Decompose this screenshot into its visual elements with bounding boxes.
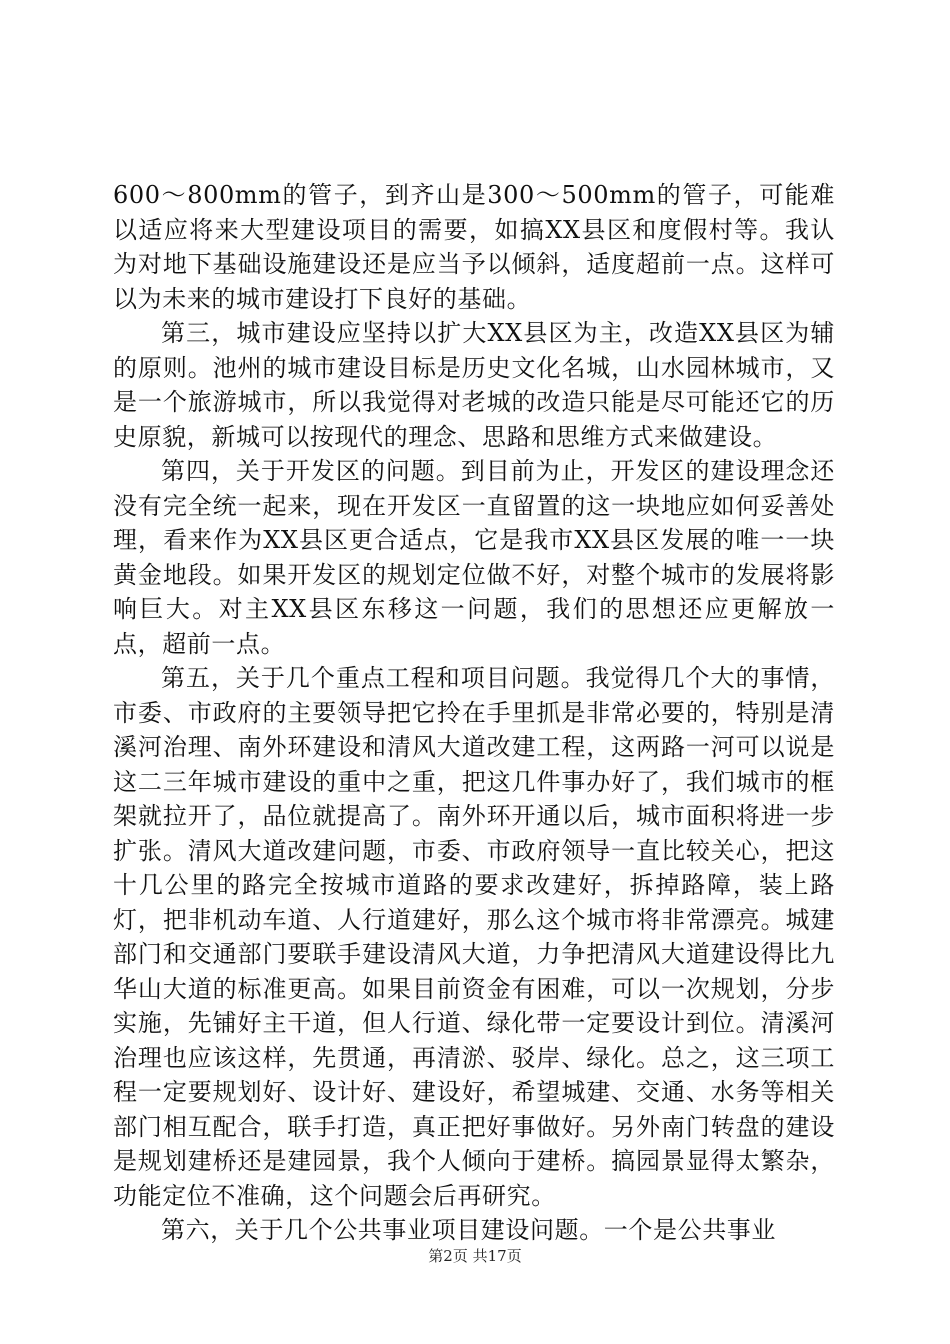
paragraph-3: 第四，关于开发区的问题。到目前为止，开发区的建设理念还没有完全统一起来，现在开发区一直留置的这一块地应如何妥善处理，看来作为XX县区更合适点，它是我市XX县区发展的唯一一块黄金地段。如果开发区的规划定位做不好，对整个城市的发展将影响巨大。对主XX县区东移这一问题，我们的思想还应更解放一点，超前一点。 bbox=[113, 457, 835, 658]
paragraph-1: 600～800mm的管子，到齐山是300～500mm的管子，可能难以适应将来大型建设项目的需要，如搞XX县区和度假村等。我认为对地下基础设施建设还是应当予以倾斜，适度超前一点。这样可以为未来的城市建设打下良好的基础。 bbox=[113, 181, 835, 313]
paragraph-5: 第六，关于几个公共事业项目建设问题。一个是公共事业 bbox=[161, 1216, 776, 1244]
page-footer: 第2页 共17页 bbox=[428, 1247, 522, 1265]
paragraph-2: 第三，城市建设应坚持以扩大XX县区为主，改造XX县区为辅的原则。池州的城市建设目标是历史文化名城，山水园林城市，又是一个旅游城市，所以我觉得对老城的改造只能是尽可能还它的历史原貌，新城可以按现代的理念、思路和思维方式来做建设。 bbox=[113, 319, 835, 451]
paragraph-4: 第五，关于几个重点工程和项目问题。我觉得几个大的事情，市委、市政府的主要领导把它拎在手里抓是非常必要的，特别是清溪河治理、南外环建设和清风大道改建工程，这两路一河可以说是这二三年城市建设的重中之重，把这几件事办好了，我们城市的框架就拉开了，品位就提高了。南外环开通以后，城市面积将进一步扩张。清风大道改建问题，市委、市政府领导一直比较关心，把这十几公里的路完全按城市道路的要求改建好，拆掉路障，装上路灯，把非机动车道、人行道建好，那么这个城市将非常漂亮。城建部门和交通部门要联手建设清风大道，力争把清风大道建设得比九华山大道的标准更高。如果目前资金有困难，可以一次规划，分步实施，先铺好主干道，但人行道、绿化带一定要设计到位。清溪河治理也应该这样，先贯通，再清淤、驳岸、绿化。总之，这三项工程一定要规划好、设计好、建设好，希望城建、交通、水务等相关部门相互配合，联手打造，真正把好事做好。另外南门转盘的建设是规划建桥还是建园景，我个人倾向于建桥。搞园景显得太繁杂，功能定位不准确，这个问题会后再研究。 bbox=[113, 664, 835, 1210]
document-body bbox=[113, 178, 835, 1248]
